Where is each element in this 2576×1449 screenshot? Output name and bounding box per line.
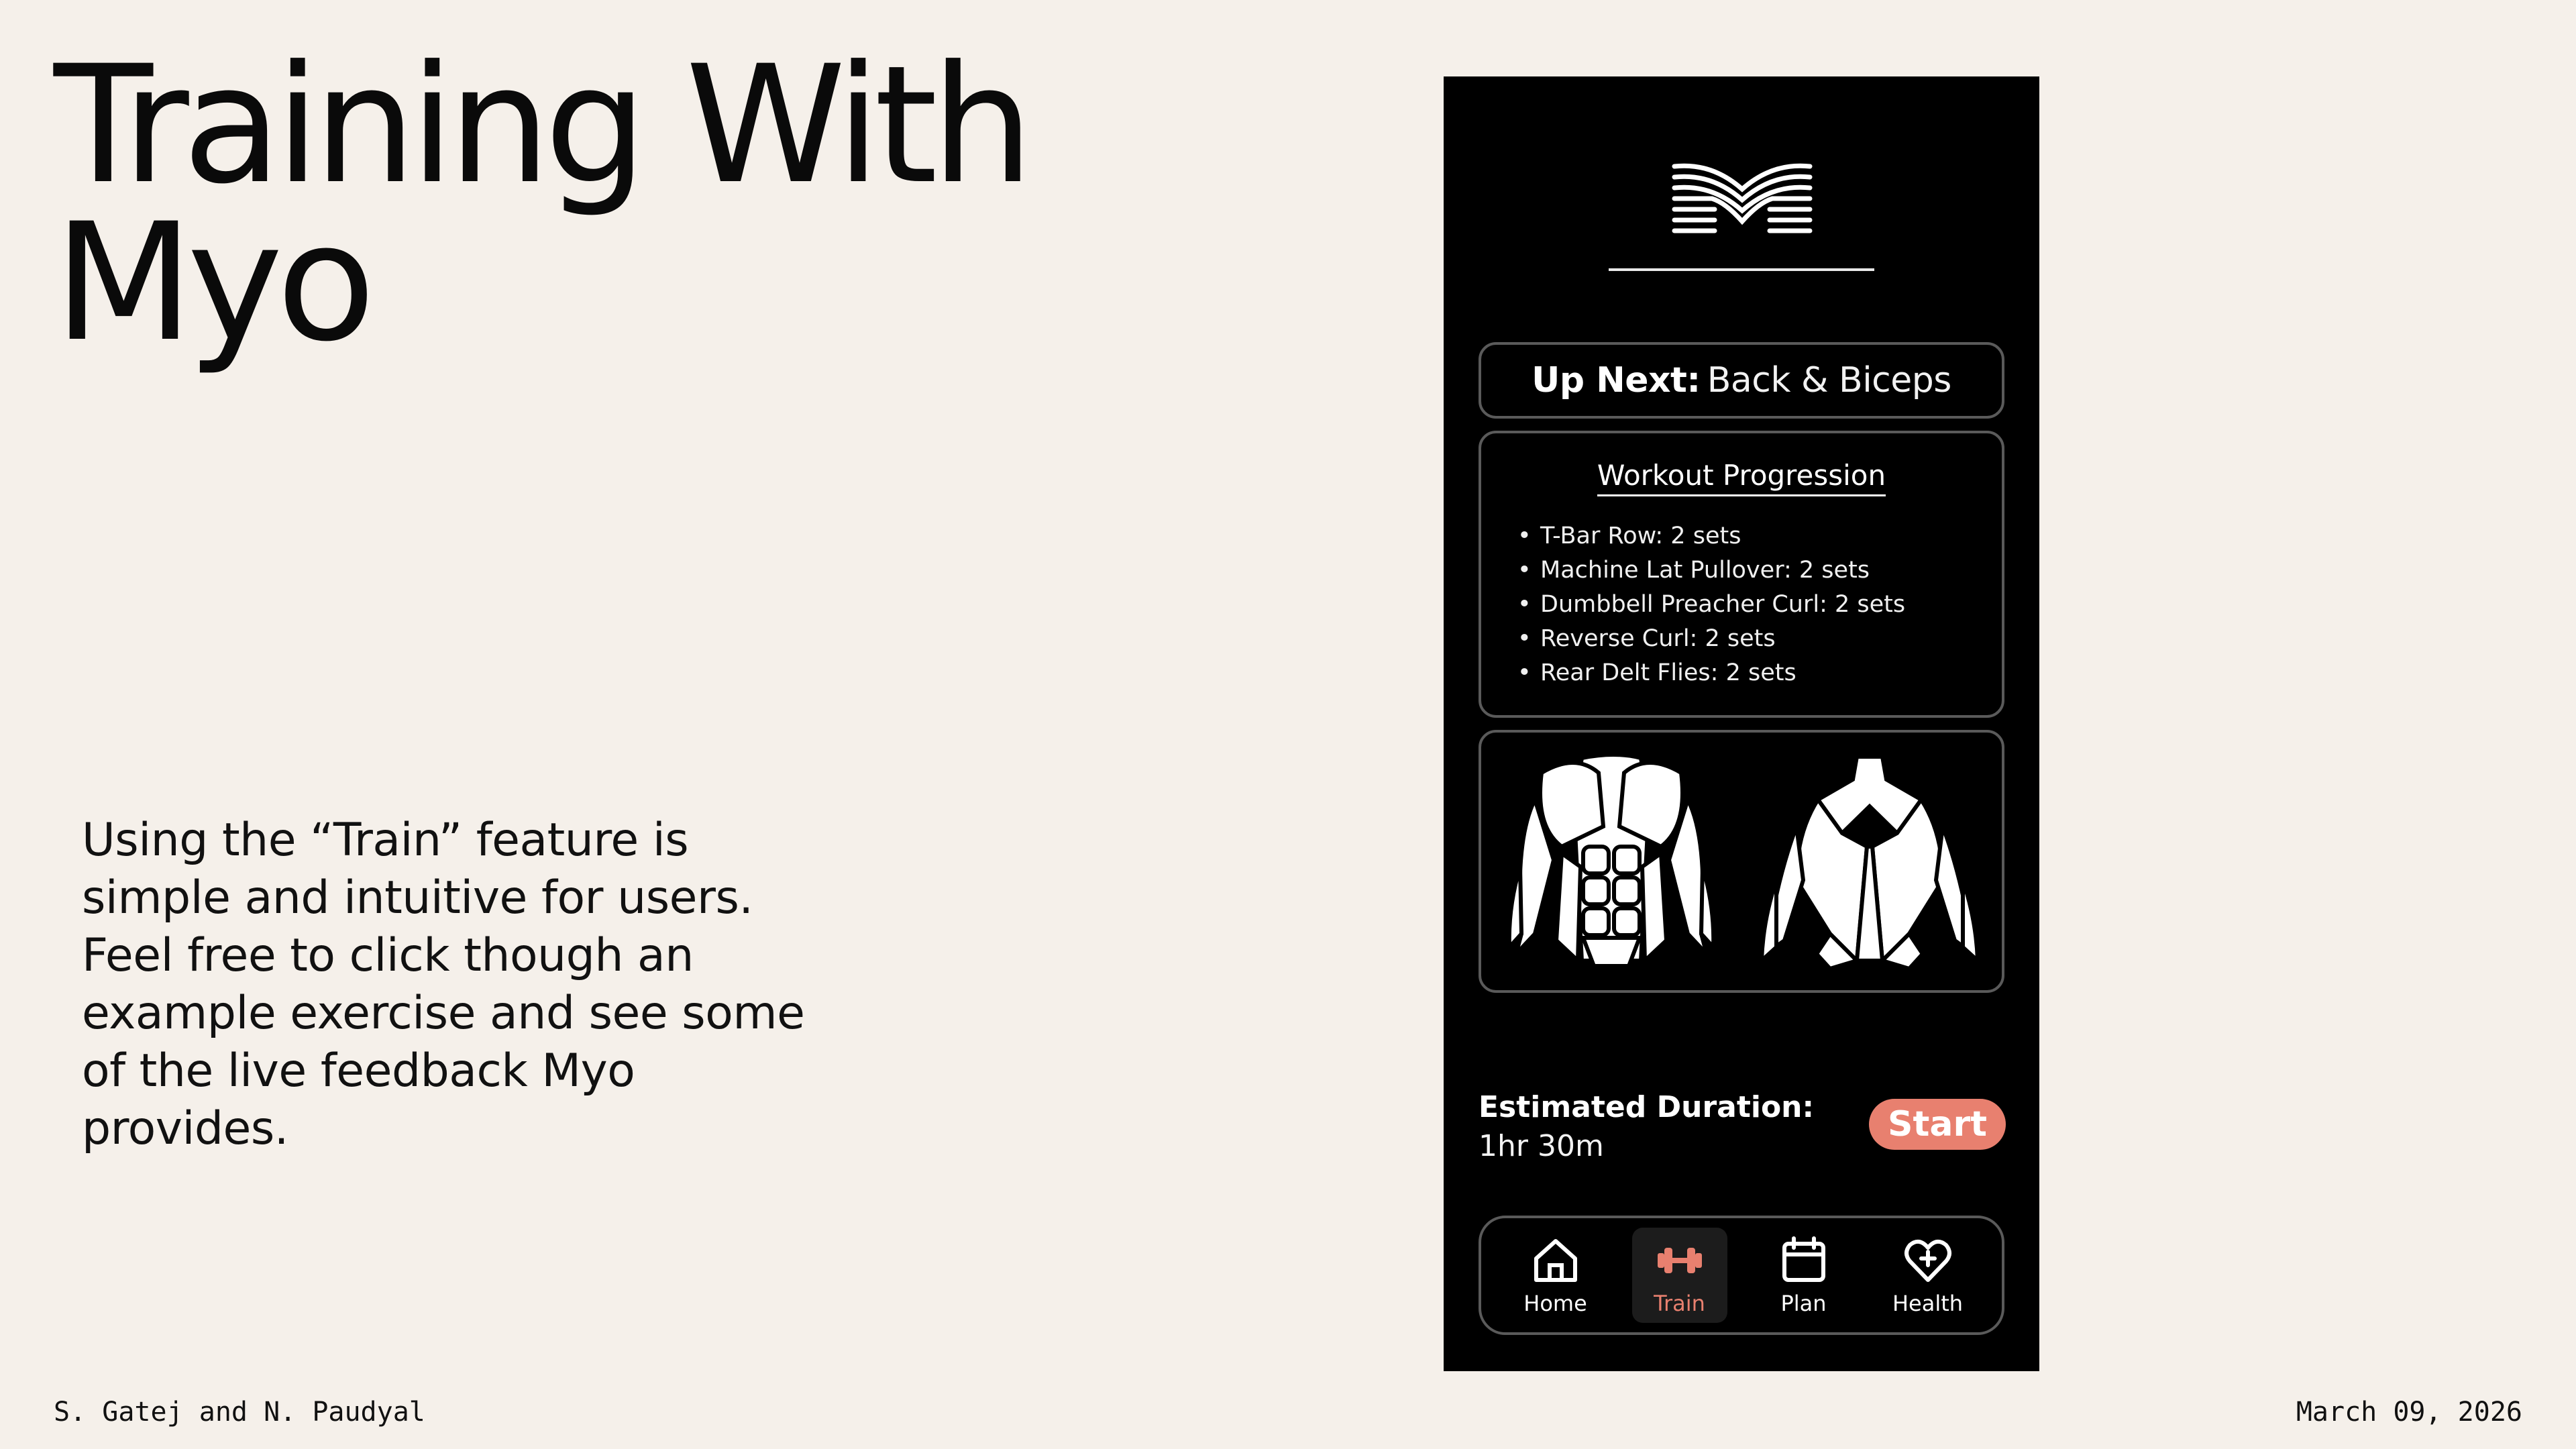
phone-screen — [1444, 76, 2039, 1371]
start-button[interactable]: Start — [1869, 1099, 2006, 1150]
exercise-item[interactable]: • Dumbbell Preacher Curl: 2 sets — [1517, 588, 1905, 622]
nav-home-label: Home — [1523, 1291, 1587, 1316]
exercise-item[interactable]: • T-Bar Row: 2 sets — [1517, 519, 1905, 553]
muscle-map-card — [1479, 730, 2004, 993]
progression-title: Workout Progression — [1481, 459, 2002, 492]
slide-description: Using the “Train” feature is simple and intuitive for users. Feel free to click though an example exercise and see some of the live feedback Myo provides. — [82, 814, 805, 1155]
logo-divider — [1609, 268, 1874, 271]
authors: S. Gatej and N. Paudyal — [54, 1397, 425, 1428]
nav-plan[interactable] — [1756, 1228, 1851, 1323]
bottom-nav — [1479, 1216, 2004, 1335]
title-line-2: Myo — [54, 189, 370, 378]
dumbbell-icon — [1654, 1234, 1706, 1287]
back-muscles-icon — [1762, 757, 1978, 969]
nav-health-label: Health — [1892, 1291, 1964, 1316]
slide-title — [54, 31, 1028, 378]
heart-plus-icon — [1902, 1234, 1954, 1287]
estimated-duration — [1479, 1088, 1814, 1166]
myo-logo-icon — [1672, 162, 1813, 236]
duration-label: Estimated Duration: — [1479, 1090, 1815, 1124]
calendar-icon — [1778, 1234, 1830, 1287]
exercise-item[interactable]: • Reverse Curl: 2 sets — [1517, 622, 1905, 656]
up-next-card[interactable] — [1479, 342, 2004, 419]
nav-train-label: Train — [1654, 1291, 1705, 1316]
date: March 09, 2026 — [2296, 1397, 2522, 1428]
home-icon — [1529, 1234, 1582, 1287]
exercise-item[interactable]: • Rear Delt Flies: 2 sets — [1517, 656, 1905, 690]
muscle-map — [1481, 733, 2002, 990]
up-next-value: Back & Biceps — [1707, 360, 1951, 400]
up-next-colon: : — [1686, 360, 1701, 400]
nav-health[interactable] — [1880, 1228, 1976, 1323]
up-next-label: Up Next — [1532, 360, 1687, 400]
title-line-1: Training With — [54, 31, 1028, 220]
front-muscles-icon — [1509, 755, 1713, 966]
exercise-item[interactable]: • Machine Lat Pullover: 2 sets — [1517, 553, 1905, 588]
workout-progression-card[interactable] — [1479, 431, 2004, 718]
nav-plan-label: Plan — [1780, 1291, 1827, 1316]
exercise-list — [1517, 519, 1905, 690]
duration-value: 1hr 30m — [1479, 1129, 1604, 1163]
nav-train[interactable] — [1632, 1228, 1727, 1323]
nav-home[interactable] — [1508, 1228, 1603, 1323]
